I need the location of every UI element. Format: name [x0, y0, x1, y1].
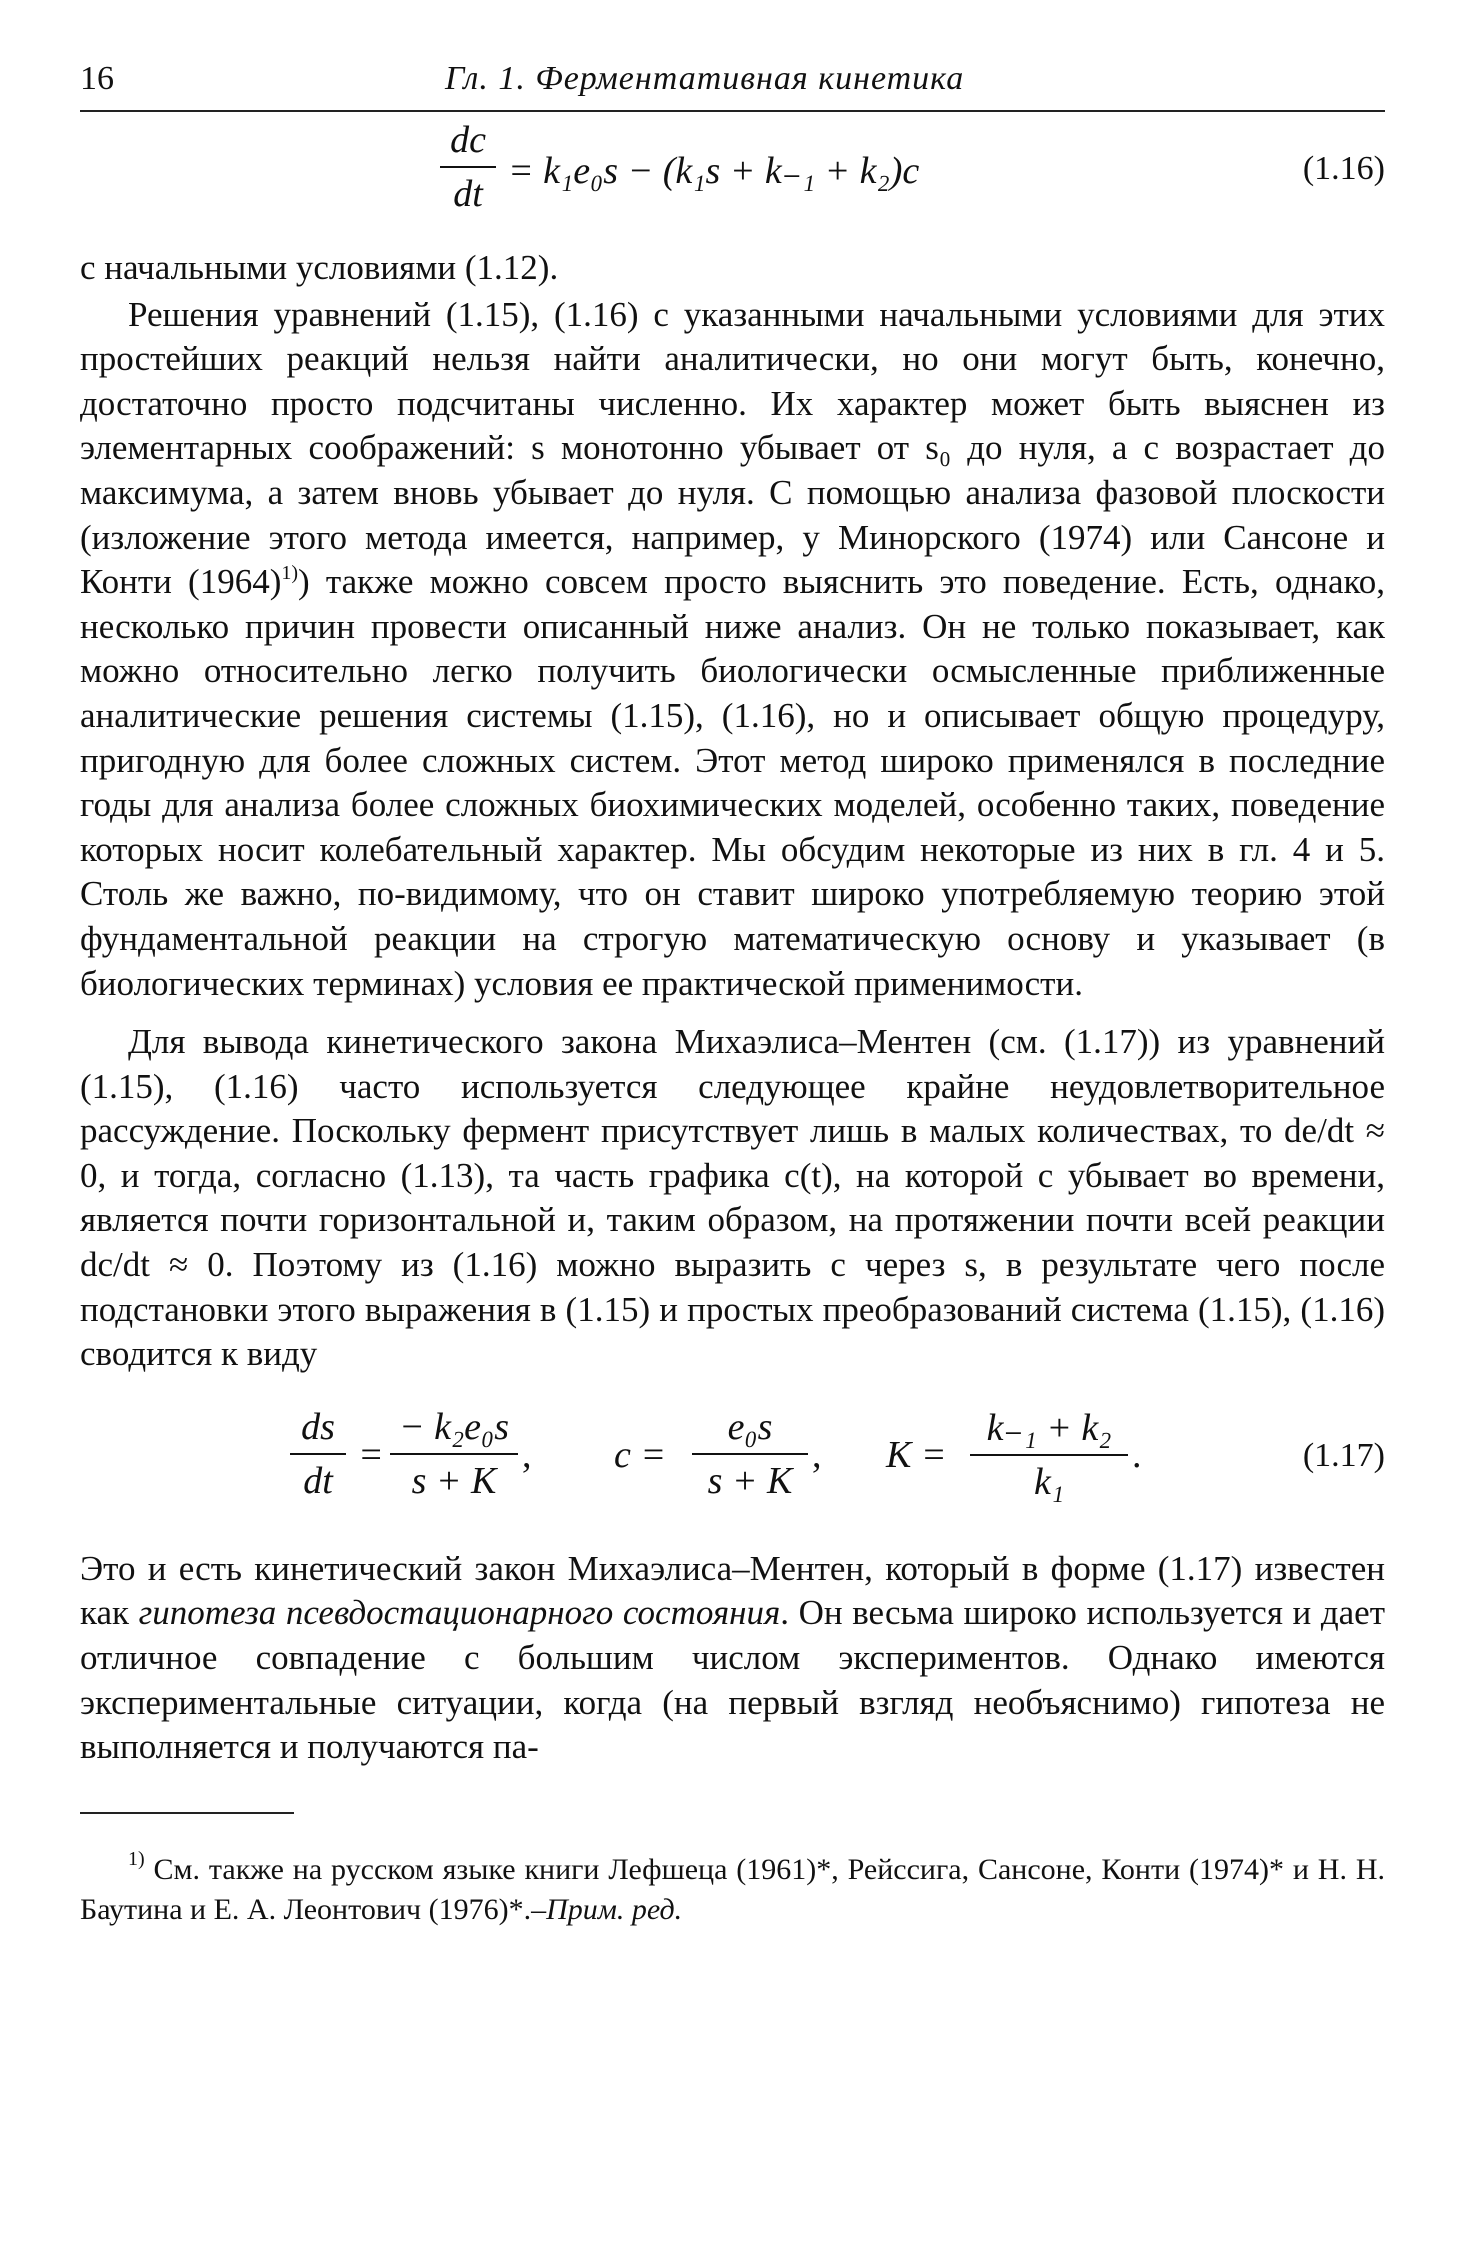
eq116-denominator: dt [453, 173, 483, 215]
running-title: Гл. 1. Ферментативная кинетика [445, 60, 965, 97]
footnote-rule [80, 1812, 294, 1814]
equation-1-16 [80, 118, 1385, 236]
eq116-number: (1.16) [1302, 150, 1385, 187]
eq117-ds-dt: ds dt [290, 1405, 346, 1503]
page-number: 16 [80, 60, 114, 97]
page-header [80, 60, 1385, 106]
footnote: $^{1)}$ См. также на русском языке книги Лефшеца (1961)*, Рейссига, Сансоне, Конти (1974)* и Н. Н. Баутина и Е. А. Леонтович (1976)*.–Прим. ред. [80, 1847, 1385, 1926]
eq117-c-label: c = [614, 1433, 667, 1476]
term-pseudo-steady-state: гипотеза псевдостационарного состояния [138, 1593, 781, 1633]
eq116-fraction [440, 118, 496, 216]
eq117-number: (1.17) [1302, 1436, 1385, 1474]
eq117-k-fraction: k₋₁ + k₂ k₁ [970, 1405, 1128, 1504]
eq116-numerator: dc [450, 119, 486, 161]
eq117-rate-fraction: − k₂e₀s s + K [390, 1405, 518, 1503]
paragraph-2: Для вывода кинетического закона Михаэлиса–Ментен (см. (1.17)) из уравнений (1.15), (1.16) часто используется следующее крайне неудовлетворительное рассуждение. Поскольку фермент присутствует лишь в малых количествах, то de/dt ≈ 0, и тогда, согласно (1.13), та часть графика c(t), на которой c убывает во времени, является почти горизонтальной и, таким образом, на протяжении почти всей реакции dc/dt ≈ 0. Поэтому из (1.16) можно выразить c через s, в результате чего после подстановки этого выражения в (1.15) и простых преобразований система (1.15), (1.16) сводится к виду [80, 1022, 1385, 1374]
eq117-c-fraction: e₀s s + K [692, 1405, 808, 1503]
paragraph-1: Решения уравнений (1.15), (1.16) с указанными начальными условиями для этих простейших реакций нельзя найти аналитически, но они могут быть, конечно, достаточно просто подсчитаны численно. Их характер может быть выяснен из элементарных соображений: s монотонно убывает от s₀ до нуля, а c возрастает до максимума, а затем вновь убывает до нуля. С помощью анализа фазовой плоскости (изложение этого метода имеется, например, у Минорского (1974) или Сансоне и Конти $(1964)^{1)}$) также можно совсем просто выяснить это поведение. Есть, однако, несколько причин провести описанный ниже анализ. Он не только показывает, как можно относительно легко получить биологически осмысленные приближенные аналитические решения системы (1.15), (1.16), но и описывает общую процедуру, пригодную для более сложных систем. Этот метод широко применялся в последние годы для анализа более сложных биохимических моделей, особенно таких, поведение которых носит колебательный характер. Мы обсудим некоторые из них в гл. 4 и 5. Столь же важно, по-видимому, что он ставит широко употребляемую теорию этой фундаментальной реакции на строгую математическую основу и указывает (в биологических терминах) условия ее практической применимости. [80, 294, 1385, 1003]
paragraph-3: Это и есть кинетический закон Михаэлиса–Ментен, который в форме (1.17) известен как гипотеза псевдостационарного состояния. Он весьма широко используется и дает отличное совпадение с большим числом экспериментов. Однако имеются экспериментальные ситуации, когда (на первый взгляд необъяснимо) гипотеза не выполняется и получаются па- [80, 1548, 1385, 1767]
equation-1-17: ds dt = − k₂e₀s s + K , c = e₀s s + K , K = k₋₁ + k₂ k₁ . (1.17) [80, 1397, 1385, 1533]
lead-line: с начальными условиями (1.12). [80, 248, 559, 287]
eq116-rhs: = k₁e₀s − (k₁s + k₋₁ + k₂)c [508, 150, 920, 192]
page [80, 60, 1385, 1930]
header-rule [80, 110, 1385, 112]
footnote-mark: 1) [281, 562, 299, 585]
eq117-k-label: K = [886, 1433, 947, 1476]
